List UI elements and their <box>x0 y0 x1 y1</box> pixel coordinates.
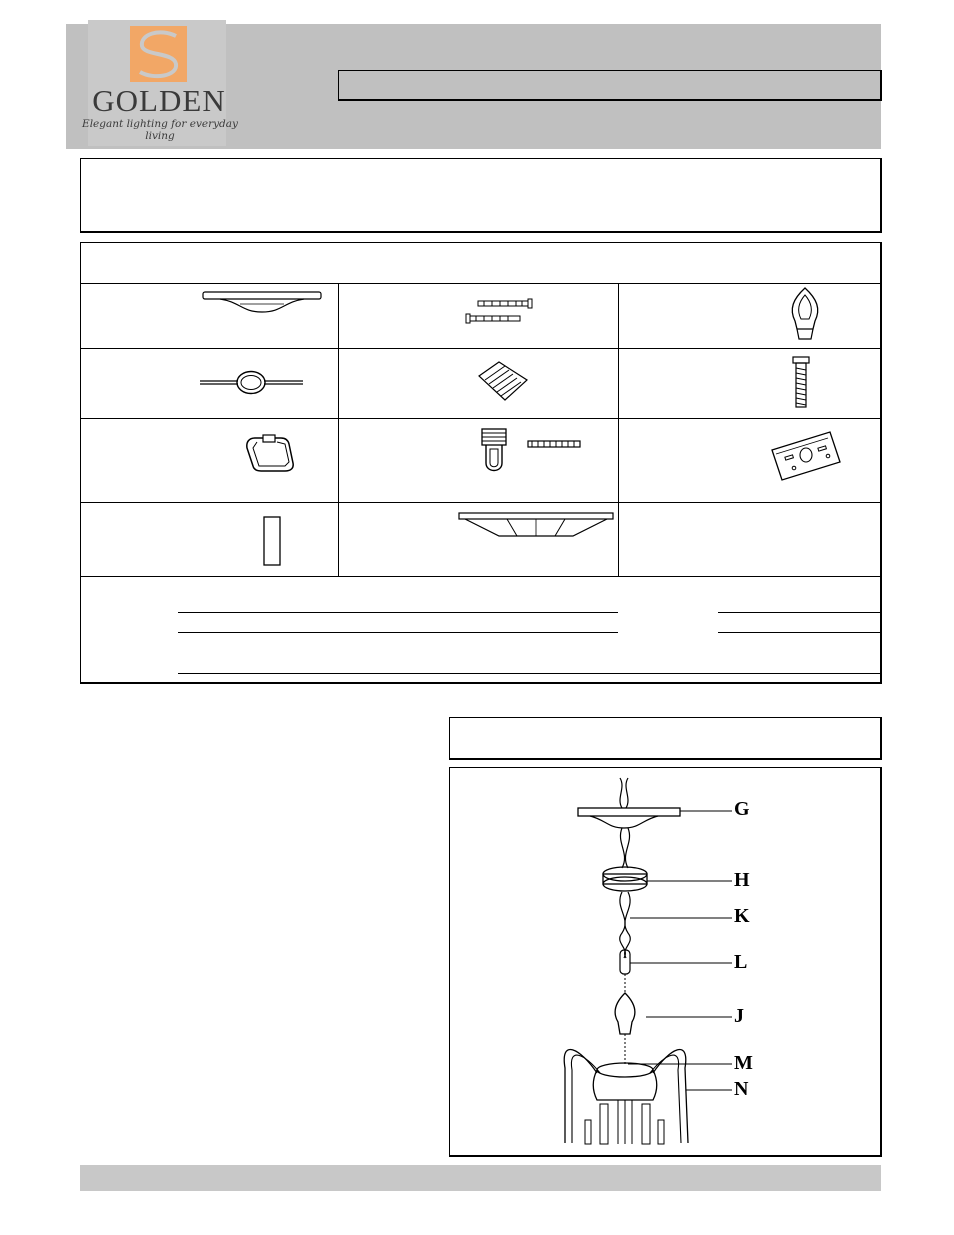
eye-hook-icon <box>476 425 586 480</box>
logo-wordmark: GOLDEN <box>92 83 226 118</box>
parts-grid-rule <box>81 418 880 419</box>
quick-link-icon <box>243 432 303 474</box>
assembly-title-box <box>449 717 882 760</box>
notice-box <box>80 158 882 233</box>
title-bar <box>338 70 882 101</box>
socket-cover-icon <box>783 285 827 343</box>
label-j: J <box>734 1005 744 1027</box>
logo-tagline: Elegant lighting for everyday living <box>82 118 238 142</box>
parts-grid-rule <box>81 283 880 284</box>
footer-band <box>80 1165 881 1191</box>
label-g: G <box>734 798 750 820</box>
form-line <box>718 632 880 633</box>
label-m: M <box>734 1052 753 1074</box>
label-l: L <box>734 951 748 973</box>
parts-grid-rule <box>81 502 880 503</box>
spacer-icon <box>262 515 282 567</box>
threaded-nipple-icon <box>790 353 812 409</box>
logo-s-icon <box>130 26 187 82</box>
assembly-diagram-box <box>449 767 882 1157</box>
canopy-icon <box>200 290 325 320</box>
parts-grid-divider <box>618 283 619 577</box>
parts-grid-rule <box>81 576 880 577</box>
parts-grid-rule <box>81 348 880 349</box>
form-line <box>178 673 880 674</box>
canopy-g <box>578 808 680 816</box>
label-h: H <box>734 869 750 891</box>
chain-link-icon <box>198 368 308 398</box>
assembly-diagram <box>450 768 880 1155</box>
mounting-strap-icon <box>768 428 844 486</box>
bobeche-icon <box>455 510 617 546</box>
form-line <box>178 612 618 613</box>
screws-icon <box>462 298 537 328</box>
wire-connector-icon <box>475 358 530 403</box>
label-n: N <box>734 1078 749 1100</box>
parts-grid-divider <box>338 283 339 577</box>
form-line <box>178 632 618 633</box>
form-line <box>718 612 880 613</box>
label-k: K <box>734 905 750 927</box>
